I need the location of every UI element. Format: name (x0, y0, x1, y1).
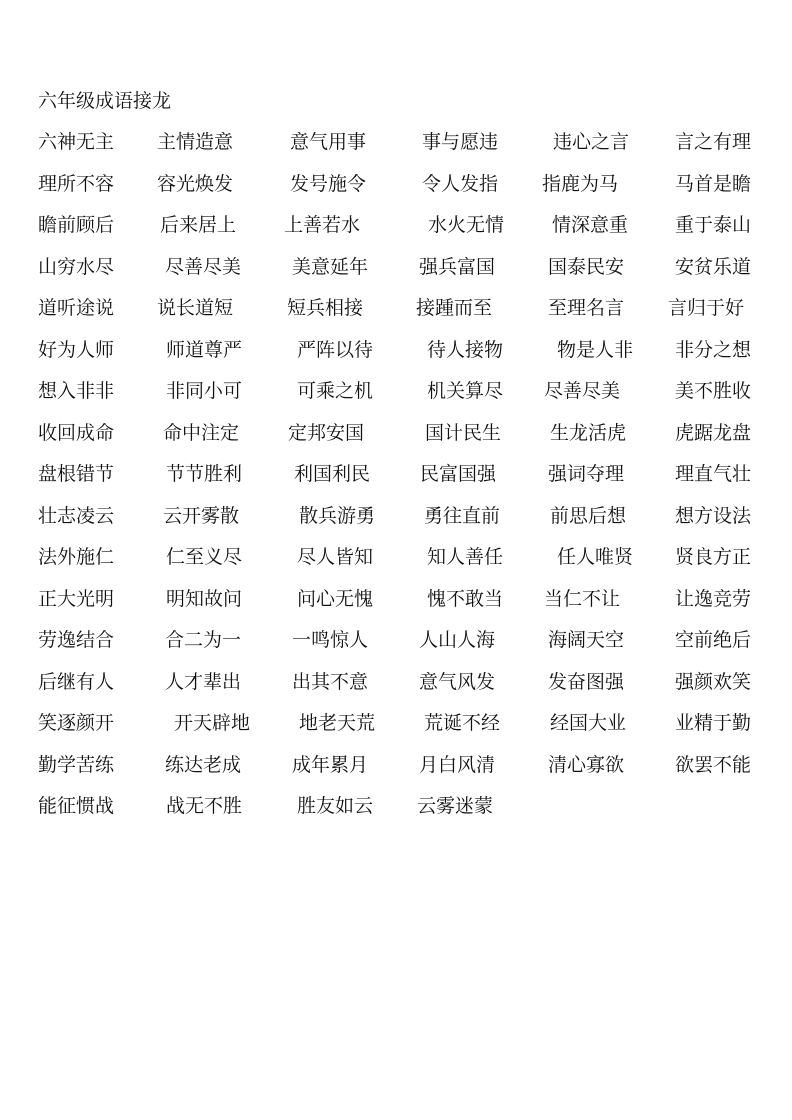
idiom-cell: 后来居上 (160, 214, 237, 236)
idiom-cell: 生龙活虎 (550, 421, 627, 444)
idiom-cell: 六神无主 (38, 131, 115, 153)
idiom-cell: 笑逐颜开 (38, 712, 115, 734)
idiom-cell: 想入非非 (38, 380, 115, 402)
idiom-row (0, 379, 792, 421)
idiom-cell: 理直气壮 (675, 463, 752, 485)
idiom-cell: 知人善任 (427, 546, 504, 568)
idiom-cell: 后继有人 (38, 670, 115, 693)
idiom-cell: 主情造意 (157, 131, 234, 153)
document-title: 六年级成语接龙 (38, 90, 172, 112)
idiom-row (0, 504, 792, 546)
idiom-cell: 前思后想 (550, 504, 627, 527)
idiom-cell: 业精于勤 (675, 712, 752, 734)
idiom-row (0, 338, 792, 380)
idiom-row (0, 130, 792, 172)
idiom-cell: 短兵相接 (287, 297, 364, 319)
idiom-cell: 地老天荒 (299, 712, 376, 734)
idiom-cell: 尽善尽美 (544, 380, 621, 402)
idiom-cell: 师道尊严 (166, 338, 243, 361)
idiom-cell: 言之有理 (675, 131, 752, 153)
idiom-cell: 强词夺理 (548, 463, 625, 485)
idiom-cell: 非分之想 (675, 338, 752, 361)
idiom-cell: 仁至义尽 (166, 546, 243, 568)
idiom-cell: 重于泰山 (675, 214, 752, 236)
idiom-cell: 说长道短 (157, 297, 234, 319)
idiom-cell: 美意延年 (292, 255, 369, 278)
idiom-row (0, 255, 792, 297)
idiom-cell: 正大光明 (38, 587, 115, 610)
idiom-cell: 国计民生 (425, 421, 502, 444)
idiom-cell: 违心之言 (553, 131, 630, 153)
idiom-cell: 事与愿违 (422, 131, 499, 153)
idiom-cell: 成年累月 (292, 753, 369, 776)
idiom-cell: 胜友如云 (297, 795, 374, 817)
idiom-cell: 强颜欢笑 (675, 670, 752, 693)
idiom-cell: 强兵富国 (419, 255, 496, 278)
idiom-row (0, 545, 792, 587)
idiom-row (0, 753, 792, 795)
idiom-cell: 尽善尽美 (165, 255, 242, 278)
idiom-cell: 勇往直前 (424, 504, 501, 527)
idiom-cell: 欲罢不能 (675, 753, 752, 776)
idiom-cell: 机关算尽 (427, 380, 504, 402)
idiom-cell: 壮志凌云 (38, 504, 115, 527)
idiom-cell: 言归于好 (668, 297, 745, 319)
idiom-row (0, 213, 792, 255)
idiom-cell: 人山人海 (419, 629, 496, 651)
idiom-cell: 尽人皆知 (297, 546, 374, 568)
idiom-cell: 非同小可 (166, 380, 243, 402)
idiom-cell: 发号施令 (290, 172, 367, 195)
idiom-cell: 问心无愧 (297, 587, 374, 610)
idiom-cell: 战无不胜 (166, 795, 243, 817)
idiom-cell: 散兵游勇 (299, 504, 376, 527)
idiom-cell: 至理名言 (548, 297, 625, 319)
idiom-cell: 云雾迷蒙 (417, 795, 494, 817)
idiom-cell: 民富国强 (420, 463, 497, 485)
idiom-cell: 贤良方正 (675, 546, 752, 568)
idiom-cell: 愧不敢当 (427, 587, 504, 610)
idiom-cell: 经国大业 (550, 712, 627, 734)
idiom-cell: 明知故问 (166, 587, 243, 610)
idiom-cell: 练达老成 (165, 753, 242, 776)
idiom-cell: 物是人非 (557, 338, 634, 361)
idiom-cell: 云开雾散 (163, 504, 240, 527)
idiom-cell: 命中注定 (163, 421, 240, 444)
idiom-cell: 出其不意 (292, 670, 369, 693)
idiom-cell: 意气用事 (290, 131, 367, 153)
idiom-cell: 道听途说 (38, 297, 115, 319)
idiom-cell: 让逸竞劳 (675, 587, 752, 610)
idiom-cell: 人才辈出 (165, 670, 242, 693)
idiom-cell: 想方设法 (675, 504, 752, 527)
idiom-cell: 定邦安国 (288, 421, 365, 444)
idiom-cell: 节节胜利 (166, 463, 243, 485)
idiom-cell: 指鹿为马 (542, 172, 619, 195)
idiom-row (0, 670, 792, 712)
idiom-cell: 勤学苦练 (38, 753, 115, 776)
idiom-cell: 上善若水 (284, 214, 361, 236)
idiom-row (0, 296, 792, 338)
idiom-cell: 安贫乐道 (675, 255, 752, 278)
idiom-cell: 当仁不让 (544, 587, 621, 610)
idiom-cell: 空前绝后 (675, 629, 752, 651)
idiom-row (0, 711, 792, 753)
idiom-row (0, 587, 792, 629)
idiom-cell: 容光焕发 (157, 172, 234, 195)
idiom-cell: 情深意重 (552, 214, 629, 236)
idiom-cell: 清心寡欲 (548, 753, 625, 776)
idiom-row (0, 628, 792, 670)
idiom-cell: 令人发指 (422, 172, 499, 195)
idiom-cell: 荒诞不经 (424, 712, 501, 734)
idiom-cell: 月白风清 (419, 753, 496, 776)
idiom-row (0, 172, 792, 214)
idiom-grid (0, 130, 792, 836)
idiom-cell: 开天辟地 (174, 712, 251, 734)
idiom-cell: 能征惯战 (38, 795, 115, 817)
idiom-row (0, 421, 792, 463)
idiom-cell: 盘根错节 (38, 463, 115, 485)
idiom-cell: 好为人师 (38, 338, 115, 361)
idiom-row (0, 462, 792, 504)
idiom-cell: 国泰民安 (548, 255, 625, 278)
idiom-cell: 意气风发 (419, 670, 496, 693)
idiom-cell: 一鸣惊人 (292, 629, 369, 651)
idiom-cell: 可乘之机 (297, 380, 374, 402)
idiom-cell: 水火无情 (428, 214, 505, 236)
idiom-cell: 接踵而至 (416, 297, 493, 319)
idiom-cell: 发奋图强 (548, 670, 625, 693)
idiom-cell: 劳逸结合 (38, 629, 115, 651)
idiom-cell: 收回成命 (38, 421, 115, 444)
idiom-cell: 合二为一 (165, 629, 242, 651)
idiom-cell: 山穷水尽 (38, 255, 115, 278)
idiom-cell: 待人接物 (427, 338, 504, 361)
idiom-cell: 严阵以待 (297, 338, 374, 361)
idiom-cell: 法外施仁 (38, 546, 115, 568)
idiom-cell: 瞻前顾后 (38, 214, 115, 236)
idiom-cell: 任人唯贤 (557, 546, 634, 568)
idiom-cell: 虎踞龙盘 (675, 421, 752, 444)
idiom-row (0, 794, 792, 836)
idiom-cell: 美不胜收 (675, 380, 752, 402)
idiom-cell: 海阔天空 (548, 629, 625, 651)
idiom-cell: 理所不容 (38, 172, 115, 195)
idiom-cell: 马首是瞻 (675, 172, 752, 195)
idiom-cell: 利国利民 (294, 463, 371, 485)
